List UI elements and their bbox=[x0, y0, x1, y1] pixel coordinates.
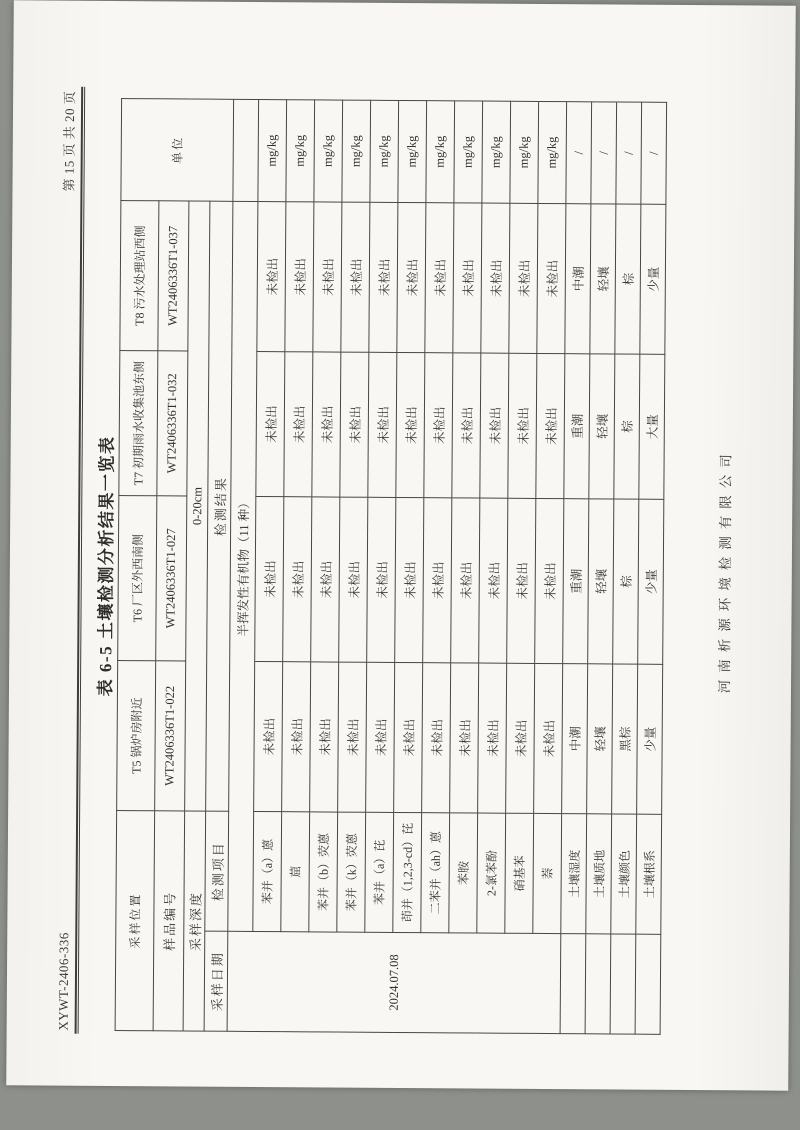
analyte-unit: mg/kg bbox=[426, 101, 455, 203]
analyte-name: 苯并（a）芘 bbox=[365, 812, 394, 932]
analyte-name: 2-氯苯酚 bbox=[477, 813, 506, 933]
table-title: 表 6-5 土壤检测分析结果一览表 bbox=[95, 435, 117, 697]
analyte-name: 苯胺 bbox=[449, 813, 478, 933]
page-header bbox=[53, 91, 79, 1031]
analyte-value-t7: 未检出 bbox=[284, 352, 313, 497]
category-unit-empty-cell bbox=[233, 99, 259, 201]
analyte-value-t5: 未检出 bbox=[478, 663, 507, 813]
analyte-name: 萘 bbox=[533, 813, 562, 933]
analyte-value-t7: 未检出 bbox=[256, 351, 285, 496]
soil-value-t7: 大量 bbox=[639, 354, 665, 499]
analyte-unit: mg/kg bbox=[258, 99, 287, 201]
location-label-cell: 采样位置 bbox=[115, 811, 155, 1031]
analyte-unit: mg/kg bbox=[342, 100, 371, 202]
soil-value-t8: 中潮 bbox=[565, 204, 591, 354]
sampling-date-cell: 2024.07.08 bbox=[227, 931, 561, 1033]
soil-date-empty-cell bbox=[585, 934, 611, 1034]
sample-id-t5: WT2406336T1-022 bbox=[155, 661, 186, 811]
location-t8: T8 污水处理站西侧 bbox=[120, 201, 159, 351]
analyte-value-t7: 未检出 bbox=[312, 352, 341, 497]
analyte-value-t8: 未检出 bbox=[453, 203, 482, 353]
analyte-value-t8: 未检出 bbox=[397, 202, 426, 352]
analyte-value-t7: 未检出 bbox=[368, 352, 397, 497]
soil-value-t8: 轻壤 bbox=[590, 204, 616, 354]
results-table bbox=[115, 98, 668, 1035]
analyte-value-t7: 未检出 bbox=[424, 353, 453, 498]
scanned-document-page bbox=[6, 0, 796, 1090]
soil-property-name: 土壤湿度 bbox=[561, 814, 587, 934]
analyte-value-t8: 未检出 bbox=[313, 202, 342, 352]
footer-company-name: 河南析源环境检测有限公司 bbox=[716, 447, 734, 694]
analyte-value-t6: 未检出 bbox=[283, 497, 312, 662]
sample-id-t8: WT2406336T1-037 bbox=[158, 201, 189, 351]
soil-value-t6: 轻壤 bbox=[588, 499, 614, 664]
date-label-cell: 采样日期 bbox=[204, 931, 228, 1031]
analyte-value-t8: 未检出 bbox=[369, 202, 398, 352]
analyte-value-t6: 未检出 bbox=[479, 498, 508, 663]
depth-label-cell: 采样深度 bbox=[183, 811, 206, 1031]
location-t5: T5 锅炉房附近 bbox=[117, 661, 156, 811]
analyte-value-t6: 未检出 bbox=[255, 496, 284, 661]
analyte-value-t8: 未检出 bbox=[341, 202, 370, 352]
analyte-value-t7: 未检出 bbox=[508, 353, 537, 498]
soil-value-t6: 棕 bbox=[613, 499, 639, 664]
soil-value-t8: 棕 bbox=[615, 204, 641, 354]
analyte-value-t6: 未检出 bbox=[395, 497, 424, 662]
analyte-name: 䓛 bbox=[281, 812, 310, 932]
soil-unit: / bbox=[616, 102, 642, 204]
soil-value-t5: 中潮 bbox=[562, 664, 588, 814]
analyte-value-t6: 未检出 bbox=[535, 498, 564, 663]
table-row-locations bbox=[115, 99, 160, 1031]
location-t7: T7 初期雨水收集池东侧 bbox=[119, 351, 158, 496]
document-code: XYWT-2406-336 bbox=[55, 932, 72, 1031]
analyte-value-t6: 未检出 bbox=[451, 498, 480, 663]
analyte-name: 苯并（k）荧蒽 bbox=[337, 812, 366, 932]
soil-value-t7: 棕 bbox=[614, 354, 640, 499]
analyte-unit: mg/kg bbox=[286, 100, 315, 202]
page-indicator: 第 15 页 共 20 页 bbox=[61, 90, 78, 192]
soil-date-empty-cell bbox=[610, 934, 636, 1034]
soil-value-t7: 重潮 bbox=[564, 354, 590, 499]
analyte-unit: mg/kg bbox=[510, 101, 539, 203]
soil-date-empty-cell bbox=[560, 934, 586, 1034]
depth-value-cell: 0-20cm bbox=[185, 201, 210, 811]
analyte-value-t5: 未检出 bbox=[534, 663, 563, 813]
analyte-value-t5: 未检出 bbox=[422, 663, 451, 813]
sample-id-t7: WT2406336T1-032 bbox=[157, 351, 188, 496]
analyte-value-t8: 未检出 bbox=[509, 203, 538, 353]
analyte-value-t8: 未检出 bbox=[257, 201, 286, 351]
analyte-value-t5: 未检出 bbox=[338, 662, 367, 812]
soil-unit: / bbox=[566, 102, 592, 204]
analyte-name: 茚并（1,2,3-cd）芘 bbox=[393, 812, 422, 932]
analyte-unit: mg/kg bbox=[314, 100, 343, 202]
analyte-value-t8: 未检出 bbox=[425, 203, 454, 353]
analyte-value-t6: 未检出 bbox=[339, 497, 368, 662]
analyte-value-t5: 未检出 bbox=[450, 663, 479, 813]
analyte-unit: mg/kg bbox=[454, 101, 483, 203]
analyte-value-t5: 未检出 bbox=[506, 663, 535, 813]
analyte-value-t6: 未检出 bbox=[311, 497, 340, 662]
analyte-unit: mg/kg bbox=[398, 100, 427, 202]
unit-label-cell: 单位 bbox=[121, 99, 234, 202]
location-t6: T6 厂区外西南侧 bbox=[118, 496, 157, 661]
analyte-unit: mg/kg bbox=[370, 100, 399, 202]
analyte-value-t7: 未检出 bbox=[480, 353, 509, 498]
analyte-name: 苯并（a）蒽 bbox=[253, 811, 282, 931]
analyte-value-t5: 未检出 bbox=[254, 661, 283, 811]
analyte-unit: mg/kg bbox=[538, 101, 567, 203]
analyte-value-t6: 未检出 bbox=[367, 497, 396, 662]
soil-value-t8: 少量 bbox=[640, 204, 666, 354]
category-label-cell: 半挥发性有机物（11 种） bbox=[228, 201, 258, 931]
item-label-cell: 检测项目 bbox=[205, 811, 229, 931]
analyte-value-t6: 未检出 bbox=[507, 498, 536, 663]
soil-property-row bbox=[635, 102, 667, 1034]
soil-value-t5: 少量 bbox=[637, 664, 663, 814]
soil-unit: / bbox=[641, 102, 667, 204]
analyte-unit: mg/kg bbox=[482, 101, 511, 203]
result-label-cell: 检测结果 bbox=[206, 201, 233, 811]
soil-unit: / bbox=[591, 102, 617, 204]
soil-value-t5: 黑棕 bbox=[612, 664, 638, 814]
analyte-name: 硝基苯 bbox=[505, 813, 534, 933]
analyte-value-t7: 未检出 bbox=[452, 353, 481, 498]
analyte-value-t8: 未检出 bbox=[285, 202, 314, 352]
analyte-name: 二苯并（ah）蒽 bbox=[421, 813, 450, 933]
soil-property-name: 土壤质地 bbox=[586, 814, 612, 934]
soil-value-t5: 轻壤 bbox=[587, 664, 613, 814]
analyte-value-t7: 未检出 bbox=[396, 352, 425, 497]
soil-property-name: 土壤根系 bbox=[636, 814, 662, 934]
sample-id-label-cell: 样品编号 bbox=[153, 811, 185, 1031]
analyte-value-t5: 未检出 bbox=[366, 662, 395, 812]
analyte-value-t5: 未检出 bbox=[282, 662, 311, 812]
analyte-value-t5: 未检出 bbox=[310, 662, 339, 812]
analyte-value-t8: 未检出 bbox=[481, 203, 510, 353]
soil-value-t6: 少量 bbox=[638, 499, 664, 664]
analyte-value-t7: 未检出 bbox=[340, 352, 369, 497]
analyte-name: 苯并（b）荧蒽 bbox=[309, 812, 338, 932]
soil-property-name: 土壤颜色 bbox=[611, 814, 637, 934]
analyte-value-t7: 未检出 bbox=[536, 353, 565, 498]
soil-value-t6: 重潮 bbox=[563, 499, 589, 664]
analyte-value-t8: 未检出 bbox=[537, 203, 566, 353]
sample-id-t6: WT2406336T1-027 bbox=[156, 496, 187, 661]
soil-date-empty-cell bbox=[635, 934, 661, 1034]
soil-value-t7: 轻壤 bbox=[589, 354, 615, 499]
analyte-value-t5: 未检出 bbox=[394, 662, 423, 812]
analyte-value-t6: 未检出 bbox=[423, 498, 452, 663]
